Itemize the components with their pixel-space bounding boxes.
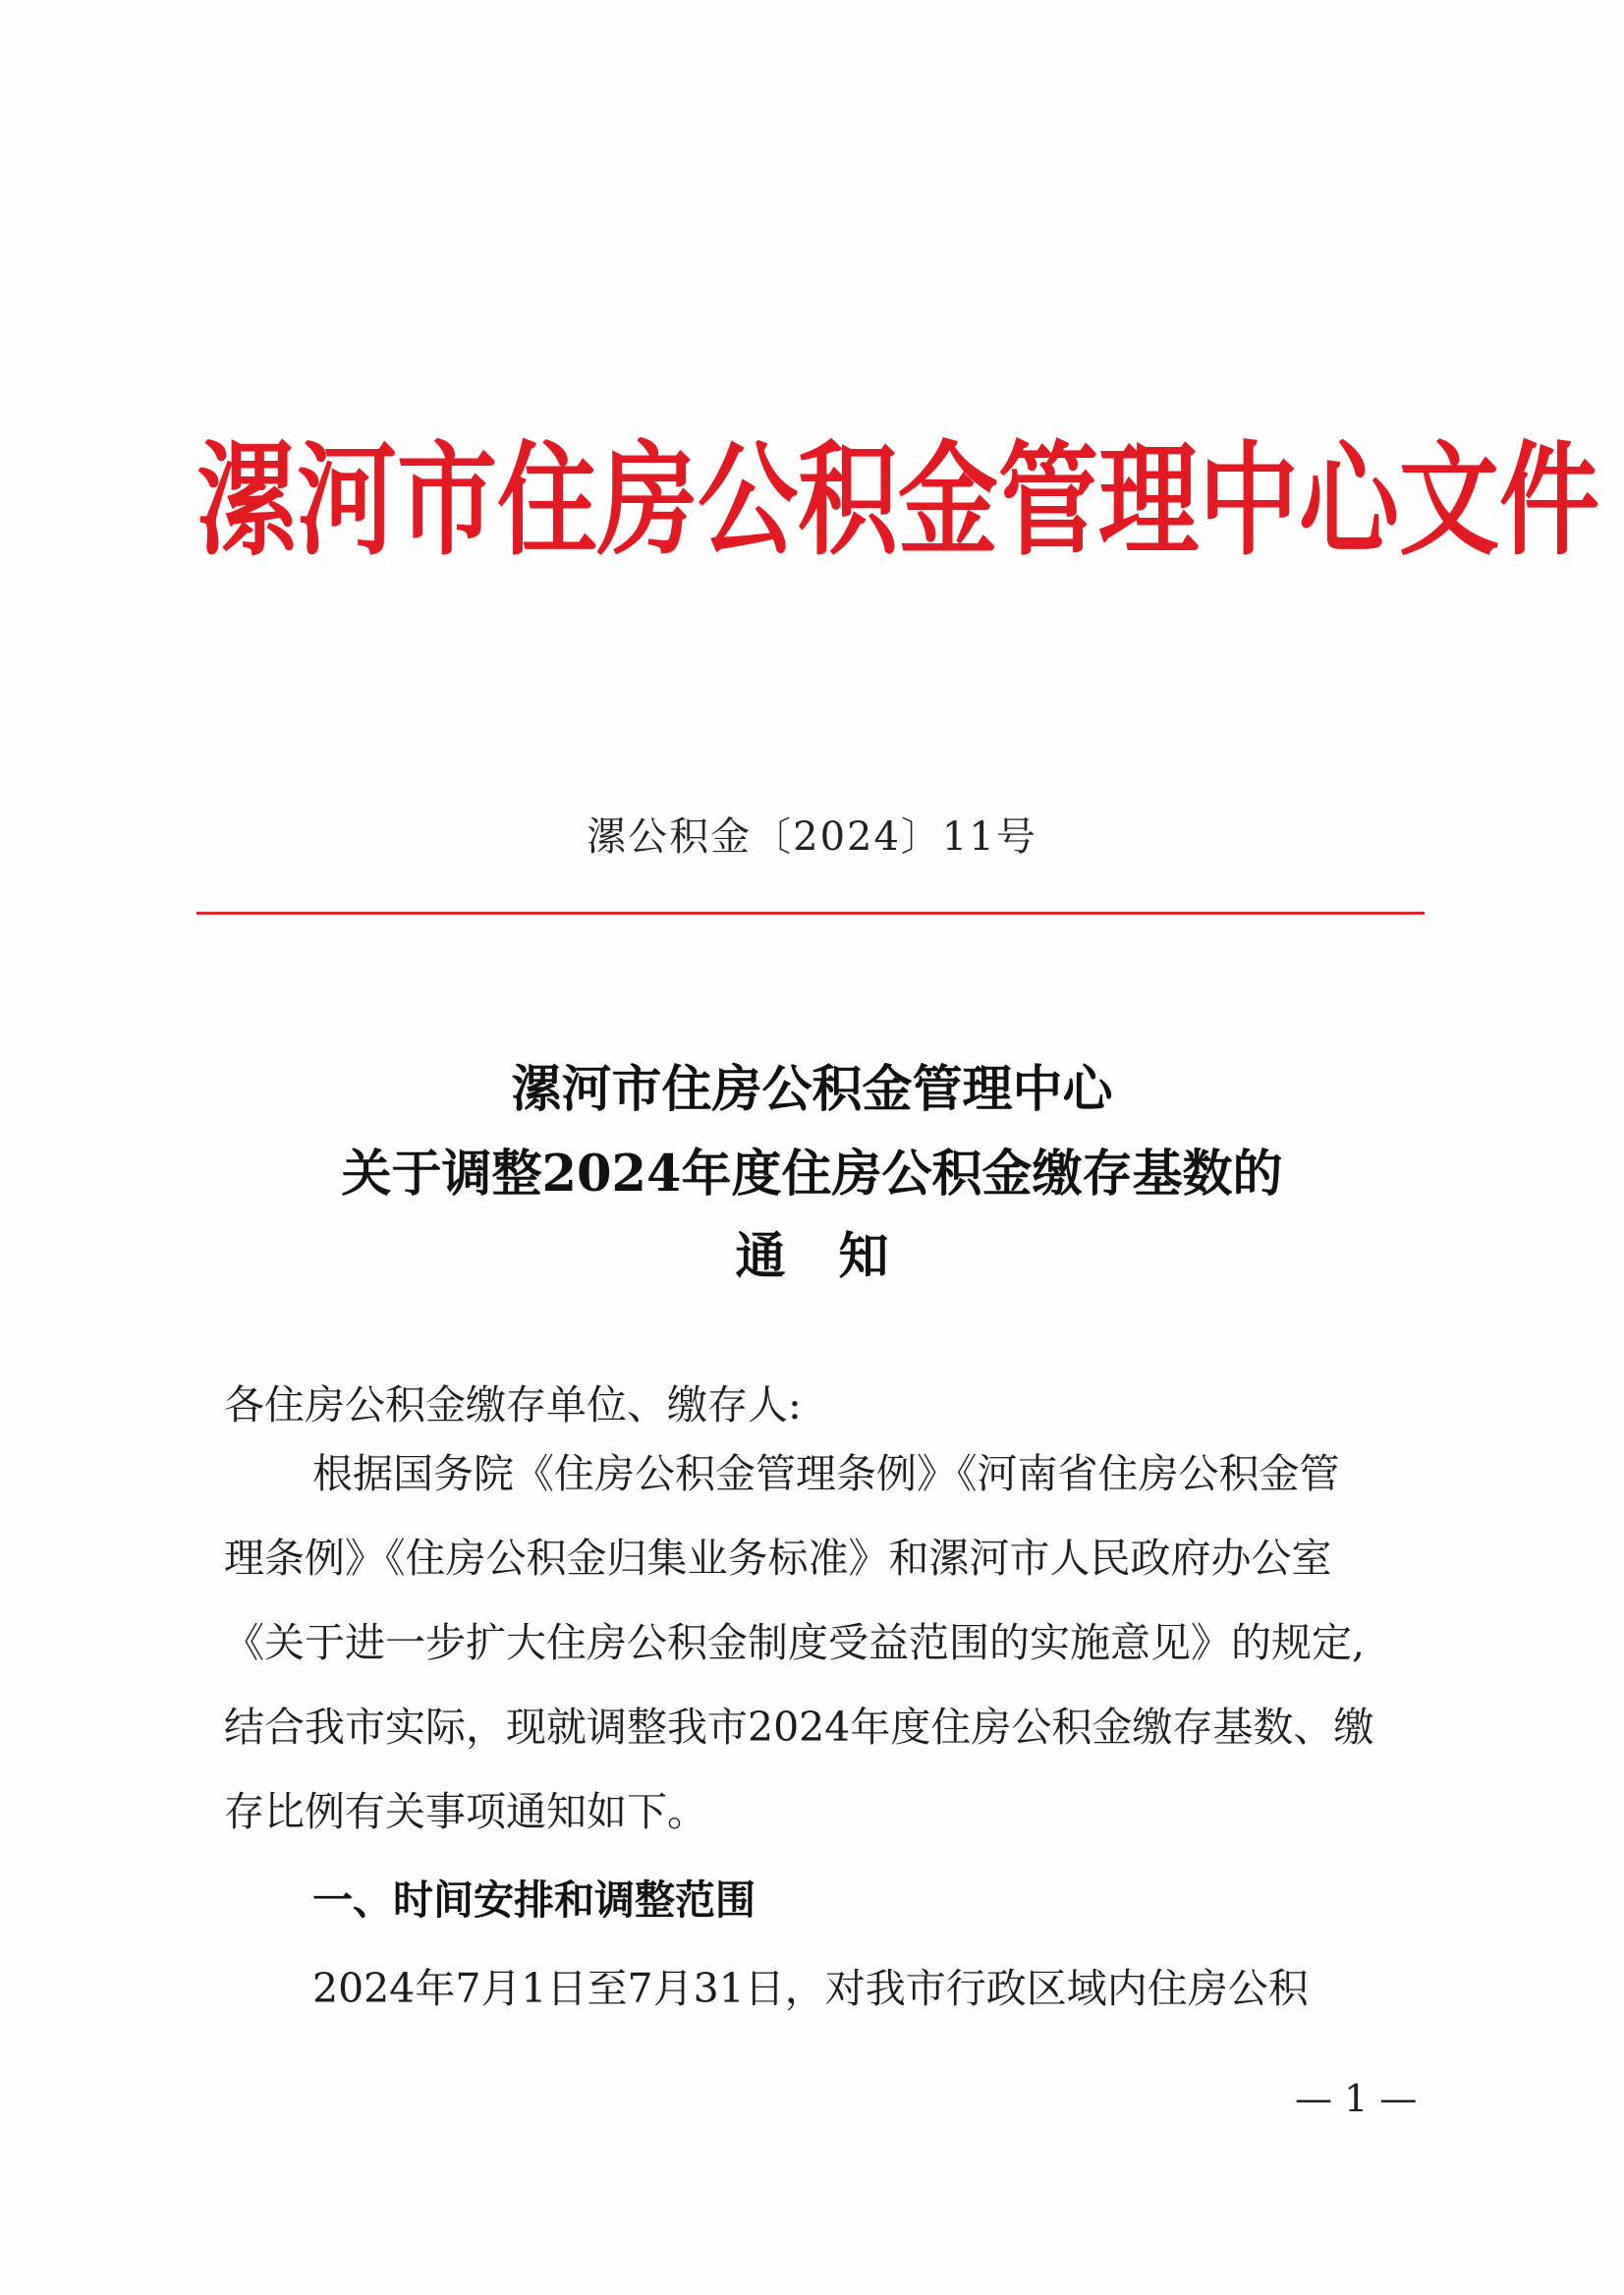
section-body-line: 2024年7月1日至7月31日，对我市行政区域内住房公积 (312, 1965, 1309, 2012)
paragraph-line: 根据国务院《住房公积金管理条例》《河南省住房公积金管 (312, 1450, 1340, 1497)
issuer-title: 漯河市住房公积金管理中心文件 (196, 428, 1599, 574)
notice-title-line-1: 漯河市住房公积金管理中心 (511, 1060, 1113, 1119)
paragraph-line: 理条例》《住房公积金归集业务标准》和漯河市人民政府办公室 (224, 1535, 1332, 1582)
red-separator-line (196, 912, 1425, 915)
document-number: 漯公积金〔2024〕11号 (587, 814, 1037, 860)
salutation: 各住房公积金缴存单位、缴存人: (224, 1381, 802, 1428)
page-number: — 1 — (1295, 2077, 1418, 2120)
paragraph-line: 存比例有关事项通知如下。 (224, 1788, 707, 1835)
paragraph-line: 结合我市实际，现就调整我市2024年度住房公积金缴存基数、缴 (224, 1704, 1374, 1751)
paragraph-line: 《关于进一步扩大住房公积金制度受益范围的实施意见》的规定, (224, 1619, 1366, 1666)
notice-title-line-3: 通知 (735, 1227, 942, 1286)
section-heading: 一、时间安排和调整范围 (312, 1876, 756, 1924)
body-paragraph (224, 1444, 1438, 1857)
notice-title-line-2: 关于调整2024年度住房公积金缴存基数的 (341, 1145, 1283, 1203)
